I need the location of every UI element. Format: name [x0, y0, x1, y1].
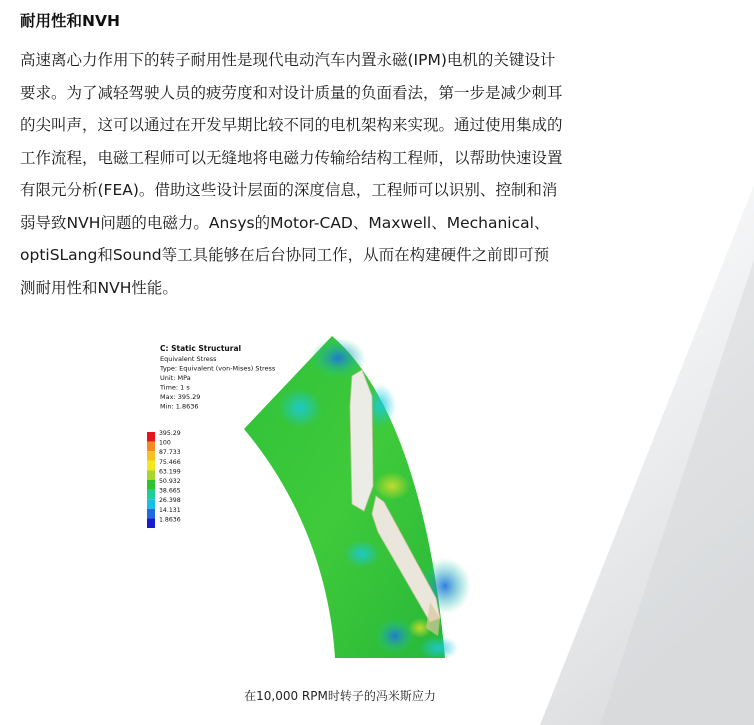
legend-swatch: [147, 480, 155, 490]
legend-label: 63.199: [159, 468, 181, 476]
paragraph-line: 测耐用性和NVH性能。: [20, 278, 178, 297]
result-meta-line: Unit: MPa: [160, 374, 191, 382]
result-title: C: Static Structural: [160, 344, 242, 353]
result-header: [159, 344, 276, 411]
legend-label: 75.466: [159, 458, 181, 466]
legend-label: 14.131: [159, 506, 181, 514]
legend-swatch: [147, 451, 155, 461]
legend-swatch: [147, 499, 155, 509]
legend-label: 87.733: [159, 449, 181, 457]
legend-swatch: [147, 442, 155, 452]
legend-swatch: [147, 490, 155, 500]
legend-label: 1.8636: [159, 516, 181, 524]
legend-label: 395.29: [159, 430, 181, 437]
legend-swatch: [147, 518, 155, 528]
legend-swatch: [147, 509, 155, 519]
section-title: 耐用性和NVH: [20, 12, 120, 30]
paragraph-line: 工作流程，电磁工程师可以无缝地将电磁力传输给结构工程师，以帮助快速设置: [20, 148, 563, 167]
legend-swatch: [147, 470, 155, 480]
result-meta-line: Type: Equivalent (von-Mises) Stress: [160, 364, 276, 373]
paragraph-line: 要求。为了减轻驾驶人员的疲劳度和对设计质量的负面看法，第一步是减少刺耳: [20, 83, 563, 102]
result-meta-line: Equivalent Stress: [160, 355, 217, 363]
color-legend: [147, 430, 181, 528]
figure-caption: 在10,000 RPM时转子的冯米斯应力: [244, 689, 436, 703]
result-meta-line: Min: 1.8636: [160, 402, 199, 411]
result-meta-line: Max: 395.29: [160, 393, 201, 401]
stress-contour-figure: [140, 336, 480, 658]
legend-swatch: [147, 432, 155, 442]
legend-swatch: [147, 461, 155, 471]
legend-label: 100: [159, 439, 171, 447]
result-meta-line: Time: 1 s: [160, 383, 190, 392]
paragraph-line: 有限元分析(FEA)。借助这些设计层面的深度信息，工程师可以识别、控制和消: [20, 181, 558, 199]
paragraph-line: 的尖叫声，这可以通过在开发早期比较不同的电机架构来实现。通过使用集成的: [20, 116, 563, 134]
paragraph-line: 高速离心力作用下的转子耐用性是现代电动汽车内置永磁(IPM)电机的关键设计: [20, 51, 556, 69]
legend-label: 26.398: [159, 497, 181, 505]
legend-label: 38.665: [159, 487, 181, 495]
paragraph-line: optiSLang和Sound等工具能够在后台协同工作，从而在构建硬件之前即可预: [20, 246, 550, 264]
legend-label: 50.932: [159, 478, 181, 485]
paragraph-line: 弱导致NVH问题的电磁力。Ansys的Motor-CAD、Maxwell、Mechanical、: [20, 213, 550, 232]
body-paragraph: [20, 44, 736, 304]
